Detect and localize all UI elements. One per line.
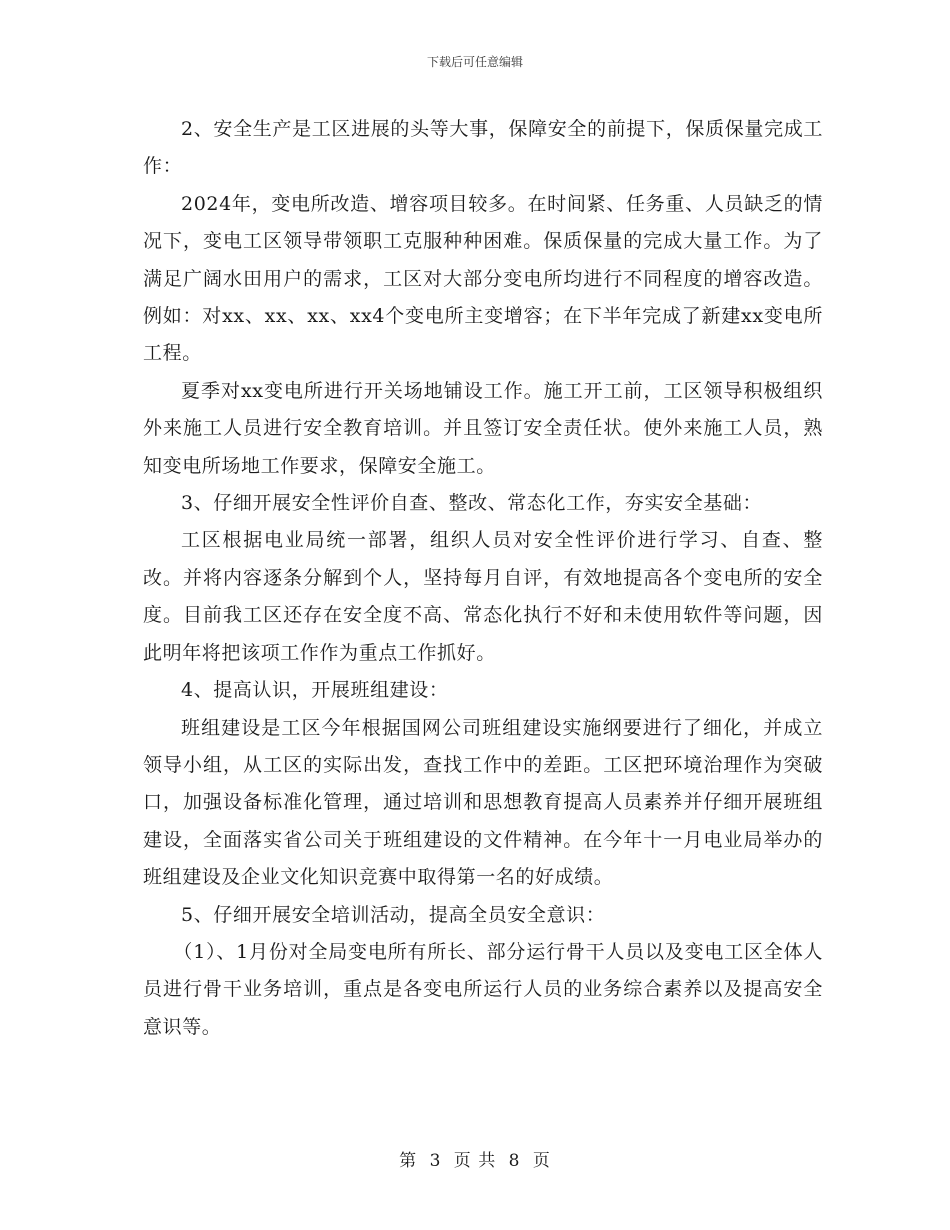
footer-total-pages: 8 <box>508 1151 521 1171</box>
page-header-note: 下载后可任意编辑 <box>426 55 523 69</box>
footer-suffix: 页 <box>532 1151 551 1171</box>
paragraph-2024-projects: 2024年，变电所改造、增容项目较多。在时间紧、任务重、人员缺乏的情况下，变电工区领导带领职工克服种种困难。保质保量的完成大量工作。为了满足广阔水田用户的需求，工区对大部分变电所均进行不同程度的增容改造。例如：对xx、xx、xx、xx4个变电所主变增容；在下半年完成了新建xx变电所工程。 <box>143 192 823 365</box>
paragraph-training-item-1: （1）、1月份对全局变电所有所长、部分运行骨干人员以及变电工区全体人员进行骨干业务培训，重点是各变电所运行人员的业务综合素养以及提高安全意识等。 <box>143 940 823 1038</box>
paragraph-safety-evaluation: 工区根据电业局统一部署，组织人员对安全性评价进行学习、自查、整改。并将内容逐条分解到个人，坚持每月自评，有效地提高各个变电所的安全度。目前我工区还存在安全度不高、常态化执行不好和未使用软件等问题，因此明年将把该项工作作为重点工作抓好。 <box>143 529 823 664</box>
paragraph-section-5-heading: 5、仔细开展安全培训活动，提高全员安全意识： <box>181 903 606 926</box>
footer-prefix: 第 <box>399 1151 418 1171</box>
page-number-footer <box>0 1146 950 1171</box>
paragraph-section-2-heading: 2、安全生产是工区进展的头等大事，保障安全的前提下，保质保量完成工作： <box>143 118 823 178</box>
paragraph-section-4-heading: 4、提高认识，开展班组建设： <box>181 679 449 702</box>
document-body <box>143 111 823 1046</box>
footer-middle: 页 共 <box>453 1151 497 1171</box>
footer-current-page: 3 <box>429 1151 442 1171</box>
paragraph-team-building: 班组建设是工区今年根据国网公司班组建设实施纲要进行了细化，并成立领导小组，从工区的实际出发，查找工作中的差距。工区把环境治理作为突破口，加强设备标准化管理，通过培训和思想教育提高人员素养并仔细开展班组建设，全面落实省公司关于班组建设的文件精神。在今年十一月电业局举办的班组建设及企业文化知识竞赛中取得第一名的好成绩。 <box>143 716 823 889</box>
paragraph-section-3-heading: 3、仔细开展安全性评价自查、整改、常态化工作，夯实安全基础： <box>181 492 763 515</box>
paragraph-summer-work: 夏季对xx变电所进行开关场地铺设工作。施工开工前，工区领导积极组织外来施工人员进行安全教育培训。并且签订安全责任状。使外来施工人员，熟知变电所场地工作要求，保障安全施工。 <box>143 379 823 477</box>
